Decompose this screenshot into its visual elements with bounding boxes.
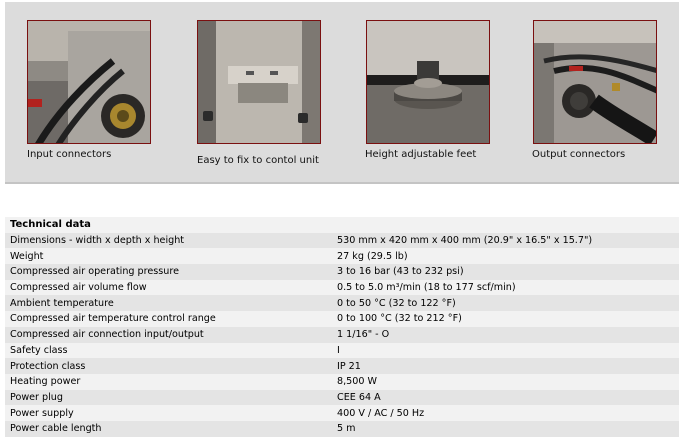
table-row <box>5 295 679 311</box>
table-row <box>5 311 679 327</box>
spec-label: Compressed air connection input/output <box>5 327 332 343</box>
technical-data-table <box>5 217 679 437</box>
spec-value: 5 m <box>332 421 679 437</box>
spec-value: 530 mm x 420 mm x 400 mm (20.9" x 16.5" x 15.7") <box>332 233 679 249</box>
table-row <box>5 233 679 249</box>
table-row <box>5 421 679 437</box>
caption-adjustable-foot: Height adjustable feet <box>365 149 477 160</box>
spec-value: 27 kg (29.5 lb) <box>332 248 679 264</box>
spec-value: 0.5 to 5.0 m³/min (18 to 177 scf/min) <box>332 280 679 296</box>
spec-value: 3 to 16 bar (43 to 232 psi) <box>332 264 679 280</box>
spec-value: CEE 64 A <box>332 390 679 406</box>
spec-label: Protection class <box>5 358 332 374</box>
spec-label: Weight <box>5 248 332 264</box>
table-row <box>5 248 679 264</box>
spec-value: 1 1/16" - O <box>332 327 679 343</box>
spec-label: Power cable length <box>5 421 332 437</box>
spec-label: Power supply <box>5 405 332 421</box>
table-row <box>5 343 679 359</box>
caption-input-connectors: Input connectors <box>27 149 112 160</box>
spec-label: Compressed air temperature control range <box>5 311 332 327</box>
output-connectors-photo[interactable] <box>533 20 657 144</box>
gallery-divider <box>5 182 679 184</box>
spec-label: Ambient temperature <box>5 295 332 311</box>
caption-output-connectors: Output connectors <box>532 149 626 160</box>
spec-value: 0 to 50 °C (32 to 122 °F) <box>332 295 679 311</box>
spec-label: Power plug <box>5 390 332 406</box>
table-row <box>5 264 679 280</box>
table-header-row <box>5 217 679 233</box>
spec-label: Heating power <box>5 374 332 390</box>
table-row <box>5 327 679 343</box>
spec-value: IP 21 <box>332 358 679 374</box>
spec-label: Dimensions - width x depth x height <box>5 233 332 249</box>
spec-value: 0 to 100 °C (32 to 212 °F) <box>332 311 679 327</box>
table-title: Technical data <box>5 217 332 233</box>
table-row <box>5 390 679 406</box>
caption-mounting-bracket: Easy to fix to contol unit <box>197 155 319 166</box>
input-connectors-photo[interactable] <box>27 20 151 144</box>
spec-value: 400 V / AC / 50 Hz <box>332 405 679 421</box>
spec-value: 8,500 W <box>332 374 679 390</box>
spec-label: Compressed air operating pressure <box>5 264 332 280</box>
table-row <box>5 280 679 296</box>
adjustable-foot-photo[interactable] <box>366 20 490 144</box>
mounting-bracket-photo[interactable] <box>197 20 321 144</box>
table-row <box>5 405 679 421</box>
spec-value: I <box>332 343 679 359</box>
spec-label: Compressed air volume flow <box>5 280 332 296</box>
table-row <box>5 374 679 390</box>
table-row <box>5 358 679 374</box>
spec-label: Safety class <box>5 343 332 359</box>
